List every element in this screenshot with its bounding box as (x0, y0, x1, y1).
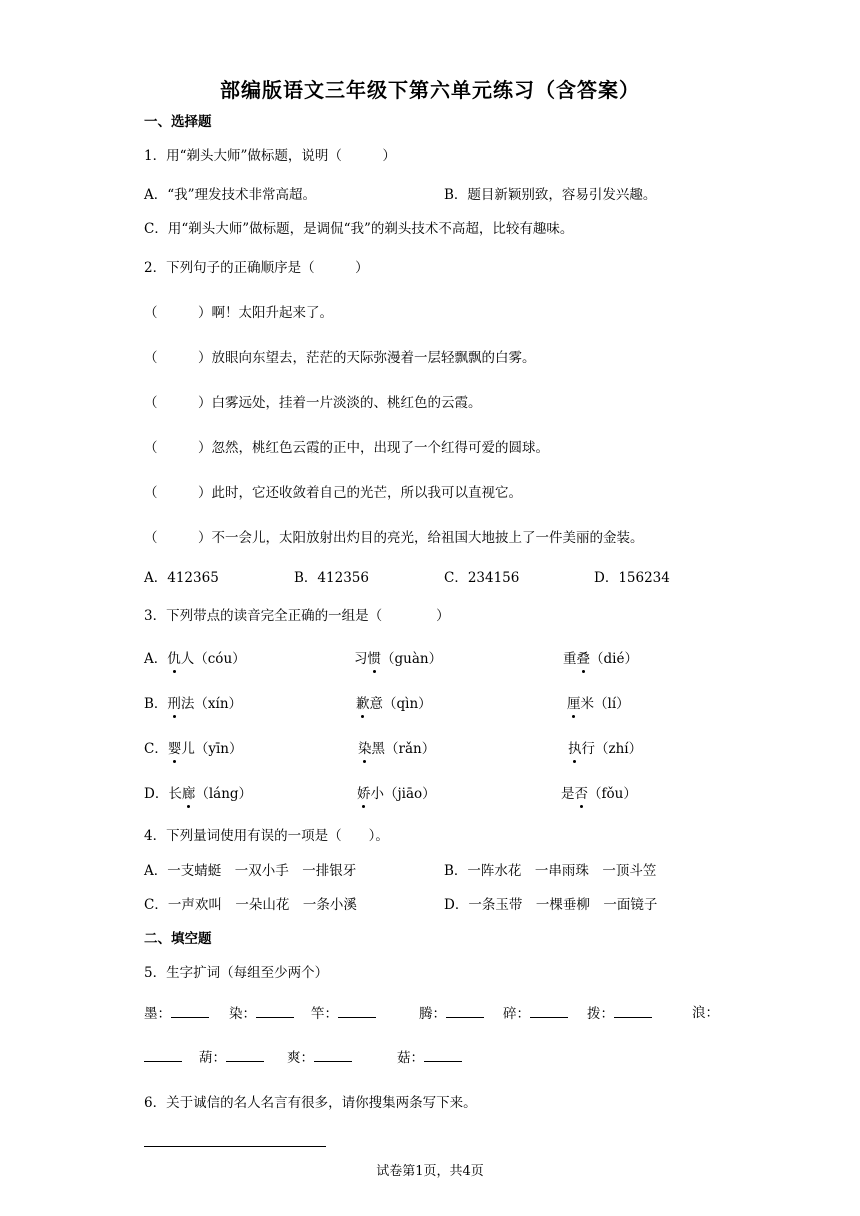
question-3-option-b-word-3: 厘米（lí） (567, 696, 630, 712)
question-2-sentence: （ ）此时，它还收敛着自己的光芒，所以我可以直视它。 (144, 485, 522, 501)
fill-item: 竿： (311, 1003, 376, 1024)
fill-item: 浪： (692, 1005, 719, 1021)
dotted-char: 歉 (356, 696, 370, 712)
option-label: D． (144, 786, 169, 802)
answer-blank[interactable] (226, 1047, 264, 1062)
question-3-option-d-word-2: 娇小（jiāo） (357, 786, 436, 802)
answer-blank[interactable] (530, 1003, 568, 1018)
question-2-sentence: （ ）放眼向东望去，茫茫的天际弥漫着一层轻飘飘的白雾。 (144, 350, 536, 366)
question-2-sentence: （ ）不一会儿，太阳放射出灼目的亮光，给祖国大地披上了一件美丽的金装。 (144, 530, 644, 546)
fill-item: 拨： (587, 1003, 652, 1024)
page-title: 部编版语文三年级下第六单元练习（含答案） (220, 78, 640, 102)
section-heading-choice: 一、选择题 (144, 114, 212, 130)
fill-item: 爽： (287, 1047, 352, 1068)
option-label: A． (144, 651, 168, 667)
question-2-sentence: （ ）啊！太阳升起来了。 (144, 305, 333, 321)
dotted-char: 仇 (167, 651, 181, 667)
question-3-option-a-word-3: 重叠（dié） (563, 651, 638, 667)
dotted-char: 叠 (576, 651, 590, 667)
dotted-char: 执 (568, 741, 582, 757)
question-1-option-c: C．用“剃头大师”做标题，是调侃“我”的剃头技术不高超，比较有趣味。 (144, 221, 574, 237)
dotted-char: 惯 (367, 651, 381, 667)
question-6-stem: 6．关于诚信的名人名言有很多，请你搜集两条写下来。 (144, 1095, 477, 1111)
question-2-stem: 2．下列句子的正确顺序是（ ） (144, 260, 369, 276)
question-1-option-a: A．“我”理发技术非常高超。 (144, 187, 317, 203)
fill-item: 葫： (199, 1047, 264, 1068)
question-1-stem: 1．用“剃头大师”做标题，说明（ ） (144, 148, 396, 164)
question-2-sentence: （ ）白雾远处，挂着一片淡淡的、桃红色的云霞。 (144, 395, 482, 411)
dotted-char: 厘 (567, 696, 581, 712)
question-3-option-c: C．婴儿（yīn） (144, 741, 243, 757)
question-4-stem: 4．下列量词使用有误的一项是（ ）。 (144, 828, 389, 844)
fill-item: 腾： (419, 1003, 484, 1024)
page-footer: 试卷第1页，共4页 (376, 1164, 484, 1179)
question-3-option-a-word-2: 习惯（guàn） (354, 651, 443, 667)
answer-blank[interactable] (424, 1047, 462, 1062)
question-3-option-b: B．刑法（xín） (144, 696, 243, 712)
question-2-sentence: （ ）忽然，桃红色云霞的正中，出现了一个红得可爱的圆球。 (144, 440, 549, 456)
question-3-option-c-word-3: 执行（zhí） (568, 741, 643, 757)
question-1-option-b: B．题目新颖别致，容易引发兴趣。 (444, 187, 657, 203)
answer-blank[interactable] (446, 1003, 484, 1018)
question-2-option-b: B．412356 (294, 570, 369, 586)
question-4-option-b: B．一阵水花 一串雨珠 一顶斗笠 (444, 863, 657, 879)
question-3-option-d: D．长廊（láng） (144, 786, 253, 802)
answer-line[interactable] (144, 1146, 326, 1147)
question-3-stem: 3．下列带点的读音完全正确的一组是（ ） (144, 608, 450, 624)
question-2-option-c: C．234156 (444, 570, 520, 586)
fill-item: 染： (229, 1003, 294, 1024)
answer-blank[interactable] (256, 1003, 294, 1018)
question-5-stem: 5．生字扩词（每组至少两个） (144, 965, 329, 981)
question-3-option-a: A．仇人（cóu） (144, 651, 246, 667)
dotted-char: 婴 (167, 741, 182, 757)
fill-item: 墨： (144, 1003, 209, 1024)
fill-item: 碎： (503, 1003, 568, 1024)
question-4-option-c: C．一声欢叫 一朵山花 一条小溪 (144, 897, 357, 913)
question-3-option-b-word-2: 歉意（qìn） (356, 696, 432, 712)
question-2-option-d: D．156234 (594, 570, 670, 586)
dotted-char: 染 (358, 741, 372, 757)
answer-blank[interactable] (338, 1003, 376, 1018)
answer-blank[interactable] (614, 1003, 652, 1018)
dotted-char: 娇 (357, 786, 371, 802)
question-3-option-d-word-3: 是否（fǒu） (561, 786, 637, 802)
fill-item: 菇： (397, 1047, 462, 1068)
option-label: C． (144, 741, 168, 757)
question-4-option-a: A．一支蜻蜓 一双小手 一排银牙 (144, 863, 357, 879)
question-4-option-d: D．一条玉带 一棵垂柳 一面镜子 (444, 897, 658, 913)
option-label: B． (144, 696, 168, 712)
answer-blank[interactable] (314, 1047, 352, 1062)
dotted-char: 廊 (181, 786, 196, 802)
answer-blank[interactable] (144, 1047, 182, 1062)
dotted-char: 刑 (167, 696, 181, 712)
fill-item (144, 1047, 182, 1068)
section-heading-fill: 二、填空题 (144, 931, 212, 947)
question-3-option-c-word-2: 染黑（rǎn） (358, 741, 436, 757)
dotted-char: 否 (574, 786, 588, 802)
answer-blank[interactable] (171, 1003, 209, 1018)
question-2-option-a: A．412365 (144, 570, 219, 586)
